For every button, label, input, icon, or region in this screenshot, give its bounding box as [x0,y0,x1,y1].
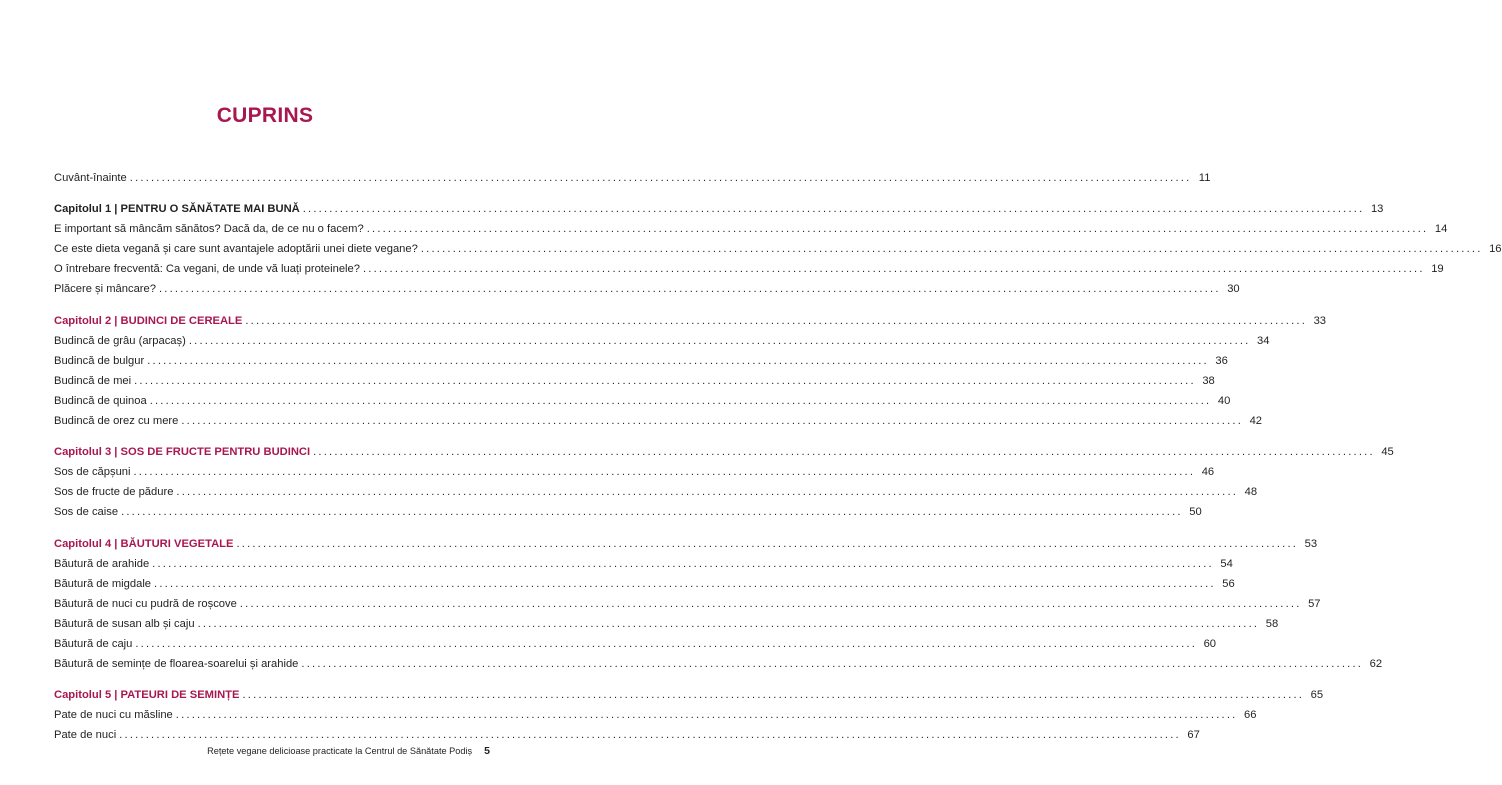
running-footer [207,745,490,757]
toc-entry-label: Pate de nuci [54,729,117,742]
dot-leader: ........................................................................................................................................................................................................ [175,709,1238,722]
toc-entry-label: Budincă de grâu (arpacaș) [54,334,186,347]
toc-entry-page: 16 [1489,243,1502,256]
dot-leader: ........................................................................................................................................................................................................ [176,486,1239,499]
toc-entry [54,259,1444,279]
dot-leader: ........................................................................................................................................................................................................ [158,283,1221,296]
toc-entry-page: 14 [1434,223,1448,236]
toc-entry-page: 62 [1369,658,1383,671]
toc-entry-label: Sos de fructe de pădure [54,486,174,499]
dot-leader: ........................................................................................................................................................................................................ [420,243,1483,256]
dot-leader: ........................................................................................................................................................................................................ [134,374,1196,387]
chapter-list [54,188,1502,745]
toc-entry-label: Plăcere și mâncare? [54,283,156,296]
toc-entry [54,634,1217,654]
dot-leader: ........................................................................................................................................................................................................ [129,172,1192,184]
toc-entry [54,351,1228,371]
dot-leader: ........................................................................................................................................................................................................ [147,354,1209,367]
dot-leader: ........................................................................................................................................................................................................ [366,223,1429,236]
toc-entry [54,654,1383,674]
toc-entry [54,614,1279,634]
chapter-heading [54,199,1384,219]
section-spacer [54,431,474,442]
dot-leader: ........................................................................................................................................................................................................ [188,334,1251,347]
toc-entry-foreword [54,168,1211,188]
toc-entry-page: 36 [1215,354,1228,367]
toc-entry-label: Ce este dieta vegană și care sunt avantajele adoptării unei diete vegane? [54,243,418,256]
section-spacer [54,300,474,311]
toc-entry-label: Budincă de bulgur [54,354,145,367]
toc-entry-label: E important să mâncăm sănătos? Dacă da, de ce nu o facem? [54,223,364,236]
toc-entry [54,482,1258,502]
chapter-heading [54,442,1394,462]
running-title: Rețete vegane delicioase practicate la Centrul de Sănătate Podiș [207,746,473,756]
toc-entry-label: Cuvânt-înainte [54,172,127,184]
toc-entry-page: 60 [1203,637,1217,650]
toc-entry [54,219,1448,239]
dot-leader: ........................................................................................................................................................................................................ [239,597,1302,610]
toc-entry-page: 19 [1431,263,1444,276]
dot-leader: ........................................................................................................................................................................................................ [181,415,1244,428]
toc-entry-label: Băutură de susan alb și caju [54,617,195,630]
toc-entry-label: Băutură de arahide [54,557,150,570]
dot-leader: ........................................................................................................................................................................................................ [133,466,1196,479]
toc-entry [54,502,1202,522]
toc-entry [54,725,1200,745]
toc-entry-page: 50 [1189,506,1202,519]
dot-leader: ........................................................................................................................................................................................................ [301,658,1364,671]
dot-leader: ........................................................................................................................................................................................................ [242,689,1305,702]
toc-entry [54,331,1270,351]
dot-leader: ........................................................................................................................................................................................................ [236,537,1299,550]
toc-entry-page: 34 [1257,334,1270,347]
toc-entry [54,594,1321,614]
toc-entry-label: Băutură de migdale [54,577,152,590]
toc-entry [54,371,1215,391]
toc-entry-page: 11 [1198,172,1211,184]
page-number: 5 [484,745,490,757]
toc-entry-page: 66 [1243,709,1257,722]
dot-leader: ........................................................................................................................................................................................................ [363,263,1425,276]
toc-entry-page: 57 [1308,597,1321,610]
toc-entry-label: Băutură de semințe de floarea-soarelui și arahide [54,658,299,671]
dot-leader: ........................................................................................................................................................................................................ [302,203,1365,216]
section-spacer [54,523,474,534]
toc-entry-page: 38 [1202,374,1215,387]
toc-entry-page: 42 [1249,415,1263,428]
toc-entry [54,462,1215,482]
toc-entry [54,239,1502,259]
toc-entry-label: Budincă de quinoa [54,394,147,407]
dot-leader: ........................................................................................................................................................................................................ [245,314,1308,327]
table-of-contents [54,168,1502,745]
chapter-heading-label: Capitolul 3 | SOS DE FRUCTE PENTRU BUDINCI [54,446,311,459]
dot-leader: ........................................................................................................................................................................................................ [154,577,1216,590]
chapter-heading-page: 45 [1381,446,1394,459]
toc-entry-label: O întrebare frecventă: Ca vegani, de unde vă luați proteinele? [54,263,360,276]
chapter-heading [54,311,1327,331]
section-spacer [54,188,474,199]
toc-entry-page: 48 [1244,486,1258,499]
toc-entry-page: 58 [1265,617,1279,630]
chapter-heading-page: 53 [1304,537,1318,550]
toc-entry [54,411,1263,431]
toc-entry-page: 67 [1187,729,1200,742]
toc-entry-page: 54 [1220,557,1233,570]
toc-entry-label: Sos de căpșuni [54,466,131,479]
dot-leader: ........................................................................................................................................................................................................ [135,637,1198,650]
chapter-heading-page: 13 [1370,203,1384,216]
dot-leader: ........................................................................................................................................................................................................ [121,506,1183,519]
dot-leader: ........................................................................................................................................................................................................ [313,446,1375,459]
chapter-heading [54,685,1324,705]
chapter-heading-label: Capitolul 1 | PENTRU O SĂNĂTATE MAI BUNĂ [54,203,300,216]
toc-entry-label: Băutură de nuci cu pudră de roșcove [54,597,237,610]
toc-entry-label: Băutură de caju [54,637,133,650]
toc-entry-label: Pate de nuci cu măsline [54,709,173,722]
toc-entry-label: Sos de caise [54,506,119,519]
toc-entry [54,391,1231,411]
section-spacer [54,674,474,685]
chapter-heading [54,534,1318,554]
dot-leader: ........................................................................................................................................................................................................ [149,394,1212,407]
dot-leader: ........................................................................................................................................................................................................ [152,557,1214,570]
chapter-heading-label: Capitolul 2 | BUDINCI DE CEREALE [54,314,243,327]
toc-entry-page: 46 [1201,466,1215,479]
dot-leader: ........................................................................................................................................................................................................ [197,617,1260,630]
toc-entry-page: 30 [1227,283,1240,296]
dot-leader: ........................................................................................................................................................................................................ [119,729,1181,742]
chapter-heading-page: 33 [1313,314,1327,327]
chapter-heading-label: Capitolul 4 | BĂUTURI VEGETALE [54,537,234,550]
page-title: CUPRINS [216,104,314,127]
toc-entry-page: 56 [1222,577,1235,590]
toc-entry-page: 40 [1217,394,1231,407]
toc-entry [54,554,1233,574]
toc-entry [54,279,1240,299]
toc-entry-label: Budincă de mei [54,374,132,387]
toc-entry-label: Budincă de orez cu mere [54,415,179,428]
toc-entry [54,705,1257,725]
toc-entry [54,574,1235,594]
chapter-heading-page: 65 [1310,689,1324,702]
chapter-heading-label: Capitolul 5 | PATEURI DE SEMINȚE [54,689,240,702]
